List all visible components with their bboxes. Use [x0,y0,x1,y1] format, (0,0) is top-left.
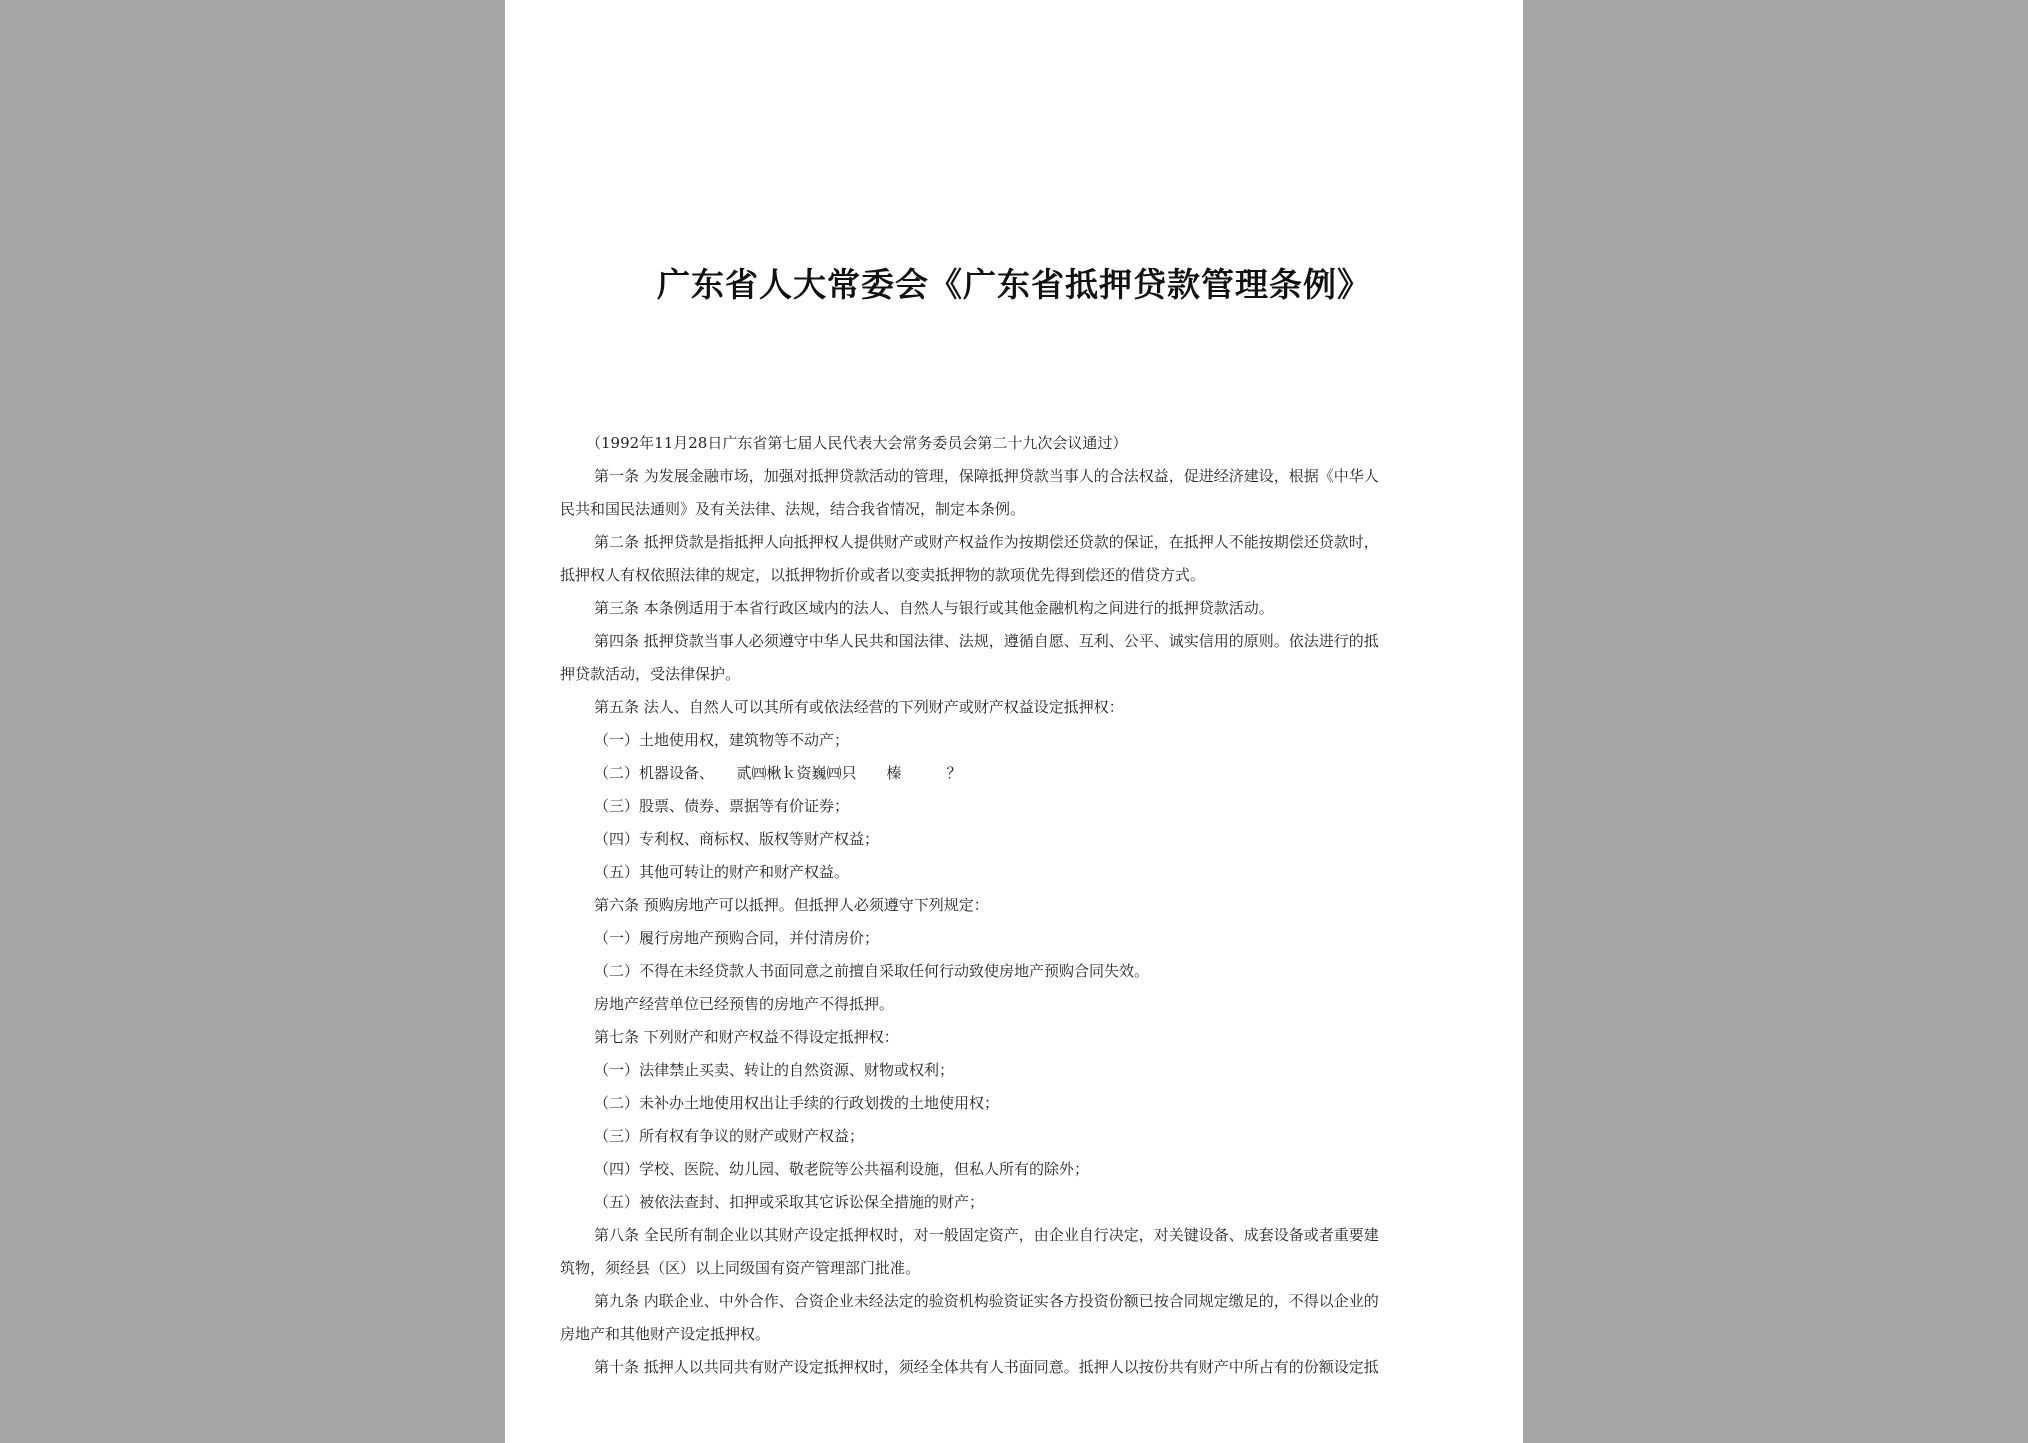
text-line: 第三条 本条例适用于本省行政区域内的法人、自然人与银行或其他金融机构之间进行的抵押贷款活动。 [594,599,1274,617]
text-line: （二）机器设备、 贰㈣楸ｋ资巍㈣只 榛 ？ [594,764,962,782]
text-line: 抵押权人有权依照法律的规定，以抵押物折价或者以变卖抵押物的款项优先得到偿还的借贷方式。 [560,566,1206,584]
text-line: （一）法律禁止买卖、转让的自然资源、财物或权利； [594,1061,955,1079]
text-line: 第二条 抵押贷款是指抵押人向抵押权人提供财产或财产权益作为按期偿还贷款的保证，在抵押人不能按期偿还贷款时， [594,533,1379,551]
text-line: 第五条 法人、自然人可以其所有或依法经营的下列财产或财产权益设定抵押权： [594,698,1124,716]
text-line: （1992年11月28日广东省第七届人民代表大会常务委员会第二十九次会议通过） [586,434,1128,452]
text-line: 第七条 下列财产和财产权益不得设定抵押权： [594,1028,899,1046]
text-line: 第九条 内联企业、中外合作、合资企业未经法定的验资机构验资证实各方投资份额已按合同规定缴足的，不得以企业的 [594,1292,1379,1310]
text-line: （一）土地使用权，建筑物等不动产； [594,731,850,749]
text-line: （五）被依法查封、扣押或采取其它诉讼保全措施的财产； [594,1193,985,1211]
text-line: 房地产和其他财产设定抵押权。 [560,1325,771,1343]
document-body [560,427,1475,1384]
text-line: （三）所有权有争议的财产或财产权益； [594,1127,865,1145]
text-line: 押贷款活动，受法律保护。 [560,665,741,683]
text-line: 筑物，须经县（区）以上同级国有资产管理部门批准。 [560,1259,921,1277]
text-line: （二）未补办土地使用权出让手续的行政划拨的土地使用权； [594,1094,1000,1112]
text-line: （五）其他可转让的财产和财产权益。 [594,863,850,881]
text-line: 第六条 预购房地产可以抵押。但抵押人必须遵守下列规定： [594,896,989,914]
text-line: （二）不得在未经贷款人书面同意之前擅自采取任何行动致使房地产预购合同失效。 [594,962,1150,980]
text-line: 房地产经营单位已经预售的房地产不得抵押。 [594,995,895,1013]
document-page [505,0,1523,1443]
text-line: （四）学校、医院、幼儿园、敬老院等公共福利设施，但私人所有的除外； [594,1160,1090,1178]
text-line: 第八条 全民所有制企业以其财产设定抵押权时，对一般固定资产，由企业自行决定，对关键设备、成套设备或者重要建 [594,1226,1379,1244]
text-line: （一）履行房地产预购合同，并付清房价； [594,929,880,947]
text-line: 第十条 抵押人以共同共有财产设定抵押权时，须经全体共有人书面同意。抵押人以按份共有财产中所占有的份额设定抵 [594,1358,1379,1376]
text-line: 第一条 为发展金融市场，加强对抵押贷款活动的管理，保障抵押贷款当事人的合法权益，促进经济建设，根据《中华人 [594,467,1379,485]
text-line: （三）股票、债券、票据等有价证券； [594,797,850,815]
text-line: 第四条 抵押贷款当事人必须遵守中华人民共和国法律、法规，遵循自愿、互利、公平、诚实信用的原则。依法进行的抵 [594,632,1379,650]
text-line: 民共和国民法通则》及有关法律、法规，结合我省情况，制定本条例。 [560,500,1026,518]
text-line: （四）专利权、商标权、版权等财产权益； [594,830,880,848]
document-title: 广东省人大常委会《广东省抵押贷款管理条例》 [657,265,1371,304]
